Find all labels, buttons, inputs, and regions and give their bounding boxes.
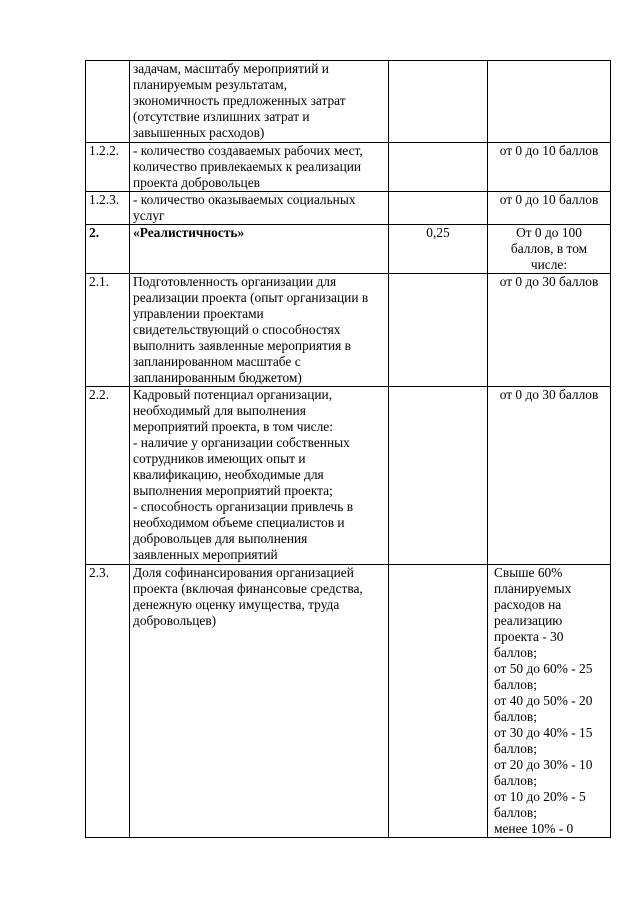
table-row — [86, 565, 611, 838]
weight-cell — [389, 192, 488, 225]
score-cell: Свыше 60% планируемых расходов на реализацию проекта - 30 баллов; от 50 до 60% - 25 баллов; от 40 до 50% - 20 баллов; от 30 до 40% - 15 баллов; от 20 до 30% - 10 баллов; от 10 до 20% - 5 баллов; менее 10% - 0 — [488, 565, 611, 838]
row-number: 1.2.3. — [86, 192, 130, 225]
criterion-text: Кадровый потенциал организации, необходимый для выполнения мероприятий проекта, в том числе: - наличие у организации собственных сотрудников имеющих опыт и квалификацию, необходимые для выполнения мероприятий проекта; - способность организации привлечь в необходимом объеме специалистов и добровольцев для выполнения заявленных мероприятий — [130, 387, 389, 565]
weight-cell — [389, 61, 488, 143]
criterion-text: - количество создаваемых рабочих мест, количество привлекаемых к реализации проекта добровольцев — [130, 143, 389, 192]
table-row — [86, 387, 611, 565]
weight-cell: 0,25 — [389, 225, 488, 274]
table-row — [86, 192, 611, 225]
criterion-text: - количество оказываемых социальных услуг — [130, 192, 389, 225]
criterion-text: Доля софинансирования организацией проекта (включая финансовые средства, денежную оценку имущества, труда добровольцев) — [130, 565, 389, 838]
score-cell: от 0 до 30 баллов — [488, 387, 611, 565]
row-number: 2.3. — [86, 565, 130, 838]
row-number: 2.1. — [86, 274, 130, 387]
weight-cell — [389, 387, 488, 565]
criteria-table — [85, 60, 611, 838]
row-number: 1.2.2. — [86, 143, 130, 192]
weight-cell — [389, 565, 488, 838]
weight-cell — [389, 143, 488, 192]
table-row — [86, 143, 611, 192]
score-cell: От 0 до 100 баллов, в том числе: — [488, 225, 611, 274]
criterion-title: «Реалистичность» — [130, 225, 389, 274]
weight-cell — [389, 274, 488, 387]
score-cell: от 0 до 10 баллов — [488, 192, 611, 225]
table-row — [86, 225, 611, 274]
table-row — [86, 61, 611, 143]
score-cell — [488, 61, 611, 143]
score-cell: от 0 до 10 баллов — [488, 143, 611, 192]
criterion-text: Подготовленность организации для реализации проекта (опыт организации в управлении проектами свидетельствующий о способностях выполнить заявленные мероприятия в запланированном масштабе с запланированным бюджетом) — [130, 274, 389, 387]
criterion-text: задачам, масштабу мероприятий и планируемым результатам, экономичность предложенных затрат (отсутствие излишних затрат и завышенных расходов) — [130, 61, 389, 143]
row-number: 2. — [86, 225, 130, 274]
table-row — [86, 274, 611, 387]
row-number — [86, 61, 130, 143]
score-cell: от 0 до 30 баллов — [488, 274, 611, 387]
row-number: 2.2. — [86, 387, 130, 565]
